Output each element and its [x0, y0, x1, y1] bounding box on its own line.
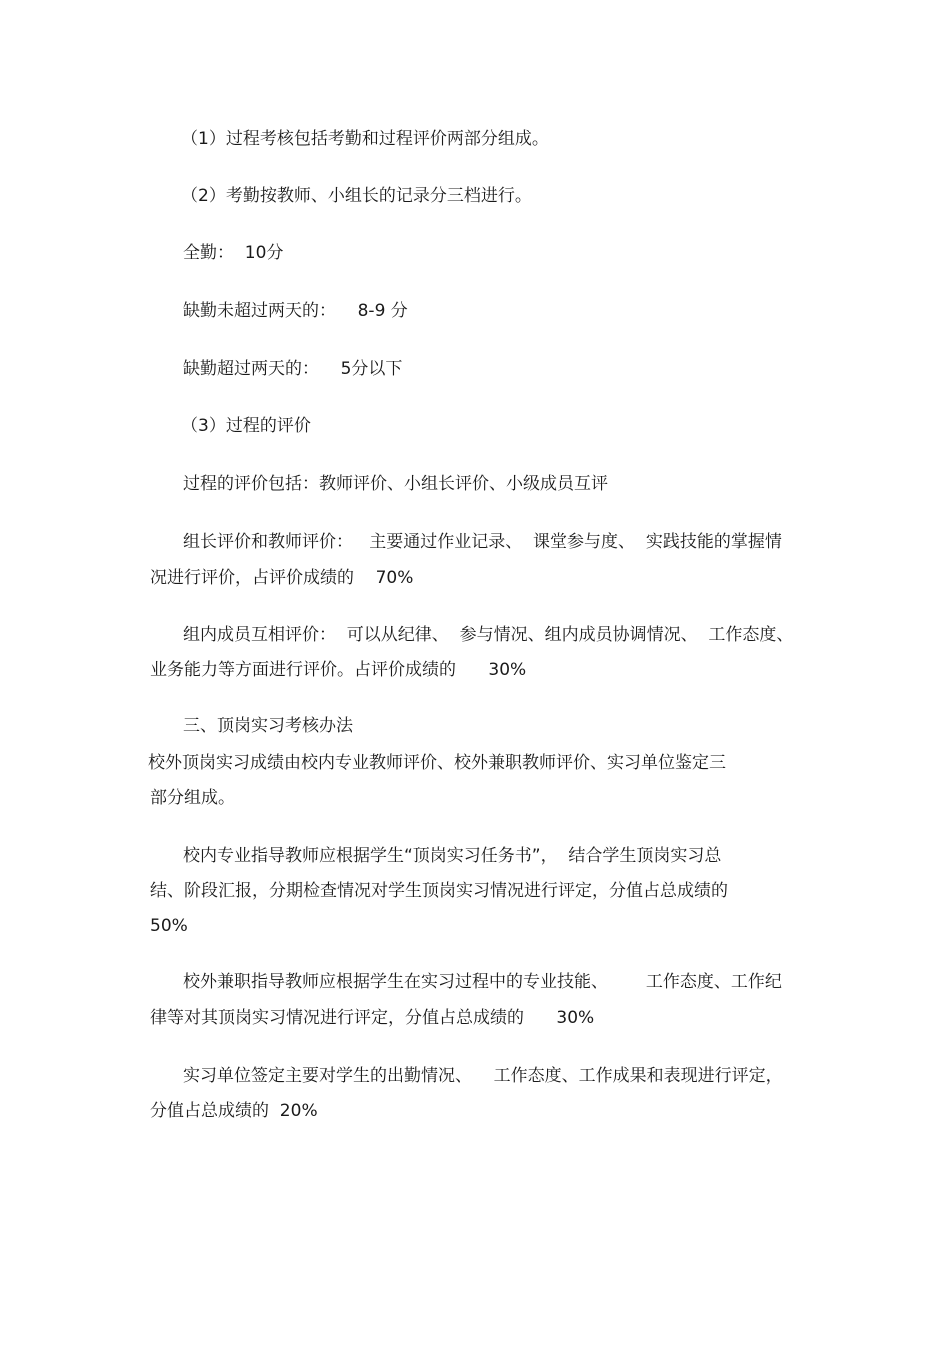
text-line: 缺勤超过两天的： 5分以下	[183, 359, 403, 379]
text-line: 组长评价和教师评价： 主要通过作业记录、 课堂参与度、 实践技能的掌握情	[183, 532, 782, 552]
text-line: 校内专业指导教师应根据学生“顶岗实习任务书”， 结合学生顶岗实习总	[183, 846, 722, 866]
text-line: 校外顶岗实习成绩由校内专业教师评价、校外兼职教师评价、实习单位鉴定三	[148, 753, 726, 773]
text-line: 业务能力等方面进行评价。占评价成绩的 30%	[150, 660, 527, 680]
text-line: 50%	[150, 916, 188, 936]
text-line: 律等对其顶岗实习情况进行评定，分值占总成绩的 30%	[150, 1008, 595, 1028]
text-line: （2）考勤按教师、小组长的记录分三档进行。	[181, 186, 532, 206]
text-line: 缺勤未超过两天的： 8-9 分	[183, 301, 408, 321]
text-line: 实习单位签定主要对学生的出勤情况、 工作态度、工作成果和表现进行评定，	[183, 1066, 783, 1086]
text-line: 校外兼职指导教师应根据学生在实习过程中的专业技能、 工作态度、工作纪	[183, 972, 782, 992]
text-line: （3）过程的评价	[181, 416, 311, 436]
text-line: 部分组成。	[150, 788, 235, 808]
section-heading: 三、顶岗实习考核办法	[183, 716, 353, 736]
text-line: 结、阶段汇报，分期检查情况对学生顶岗实习情况进行评定，分值占总成绩的	[150, 881, 728, 901]
text-line: （1）过程考核包括考勤和过程评价两部分组成。	[181, 129, 549, 149]
text-line: 组内成员互相评价： 可以从纪律、 参与情况、组内成员协调情况、 工作态度、	[183, 625, 794, 645]
text-line: 过程的评价包括：教师评价、小组长评价、小级成员互评	[183, 474, 608, 494]
text-line: 况进行评价，占评价成绩的 70%	[150, 568, 414, 588]
text-line: 全勤： 10分	[183, 243, 284, 263]
text-line: 分值占总成绩的 20%	[150, 1101, 318, 1121]
